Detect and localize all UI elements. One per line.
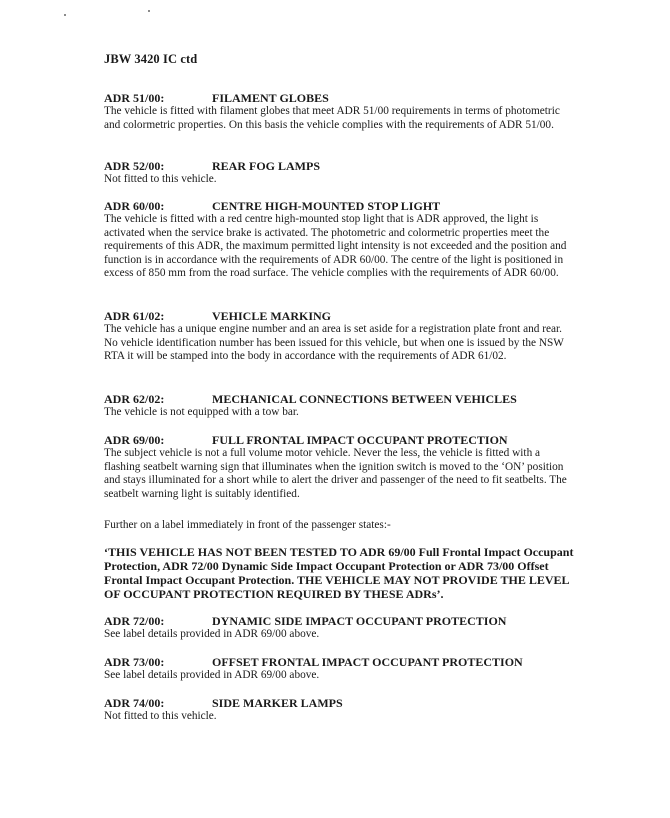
section-adr-62 xyxy=(104,393,574,420)
scan-speck xyxy=(148,10,150,12)
section-code: ADR 52/00: xyxy=(104,159,165,173)
section-adr-60 xyxy=(104,200,574,280)
section-adr-72 xyxy=(104,615,574,642)
section-body: Not fitted to this vehicle. xyxy=(104,710,217,723)
section-title: SIDE MARKER LAMPS xyxy=(212,696,343,710)
label-quote: ‘THIS VEHICLE HAS NOT BEEN TESTED TO ADR 69/00 Full Frontal Impact Occupant Protection, ADR 72/00 Dynamic Side Impact Occupant Protection or ADR 73/00 Offset Frontal Impact Occupant Protection. THE VEHICLE MAY NOT PROVIDE THE LEVEL OF OCCUPANT PROTECTION REQUIRED BY THESE ADRs’. xyxy=(104,545,574,601)
section-title: FULL FRONTAL IMPACT OCCUPANT PROTECTION xyxy=(212,433,508,447)
section-adr-52 xyxy=(104,160,574,187)
section-body: The vehicle has a unique engine number and an area is set aside for a registration plate front and rear. No vehicle identification number has been issued for this vehicle, but when one is issued by the NSW RTA it will be stamped into the body in accordance with the requirements of ADR 61/02. xyxy=(104,323,564,363)
section-body: See label details provided in ADR 69/00 above. xyxy=(104,669,320,682)
section-title: FILAMENT GLOBES xyxy=(212,91,329,105)
section-code: ADR 51/00: xyxy=(104,91,165,105)
section-body: See label details provided in ADR 69/00 above. xyxy=(104,628,320,641)
section-title: MECHANICAL CONNECTIONS BETWEEN VEHICLES xyxy=(212,392,517,406)
section-code: ADR 69/00: xyxy=(104,433,165,447)
document-header: JBW 3420 IC ctd xyxy=(104,52,198,66)
section-body: The vehicle is fitted with filament globes that meet ADR 51/00 requirements in terms of photometric and colormetric properties. On this basis the vehicle complies with the requirements of ADR 51/00. xyxy=(104,105,560,131)
section-adr-73 xyxy=(104,656,574,683)
section-title: OFFSET FRONTAL IMPACT OCCUPANT PROTECTION xyxy=(212,655,523,669)
section-code: ADR 61/02: xyxy=(104,309,165,323)
section-adr-74 xyxy=(104,697,574,724)
label-note: Further on a label immediately in front of the passenger states:- xyxy=(104,519,391,531)
section-adr-51 xyxy=(104,92,574,132)
section-code: ADR 74/00: xyxy=(104,696,165,710)
section-body: The vehicle is not equipped with a tow bar. xyxy=(104,406,299,419)
section-code: ADR 60/00: xyxy=(104,199,165,213)
section-title: CENTRE HIGH-MOUNTED STOP LIGHT xyxy=(212,199,441,213)
section-code: ADR 72/00: xyxy=(104,614,165,628)
section-body: Not fitted to this vehicle. xyxy=(104,173,217,186)
section-title: VEHICLE MARKING xyxy=(212,309,332,323)
section-body: The subject vehicle is not a full volume motor vehicle. Never the less, the vehicle is fitted with a flashing seatbelt warning sign that illuminates when the ignition switch is moved to the ‘ON’ position and stays illuminated for a short while to alert the driver and passenger of the need to fit seatbelts. The seatbelt warning light is suitably identified. xyxy=(104,447,567,500)
section-body: The vehicle is fitted with a red centre high-mounted stop light that is ADR approved, the light is activated when the service brake is activated. The photometric and colormetric properties meet the requirements of this ADR, the maximum permitted light intensity is not exceeded and the position and function is in accordance with the requirements of ADR 60/00. The centre of the light is positioned in excess of 850 mm from the road surface. The vehicle complies with the requirements of ADR 60/00. xyxy=(104,213,567,280)
section-adr-69 xyxy=(104,434,574,501)
section-title: DYNAMIC SIDE IMPACT OCCUPANT PROTECTION xyxy=(212,614,507,628)
section-code: ADR 73/00: xyxy=(104,655,165,669)
scan-speck xyxy=(64,14,66,16)
section-adr-61 xyxy=(104,310,574,364)
section-title: REAR FOG LAMPS xyxy=(212,159,320,173)
section-code: ADR 62/02: xyxy=(104,392,165,406)
